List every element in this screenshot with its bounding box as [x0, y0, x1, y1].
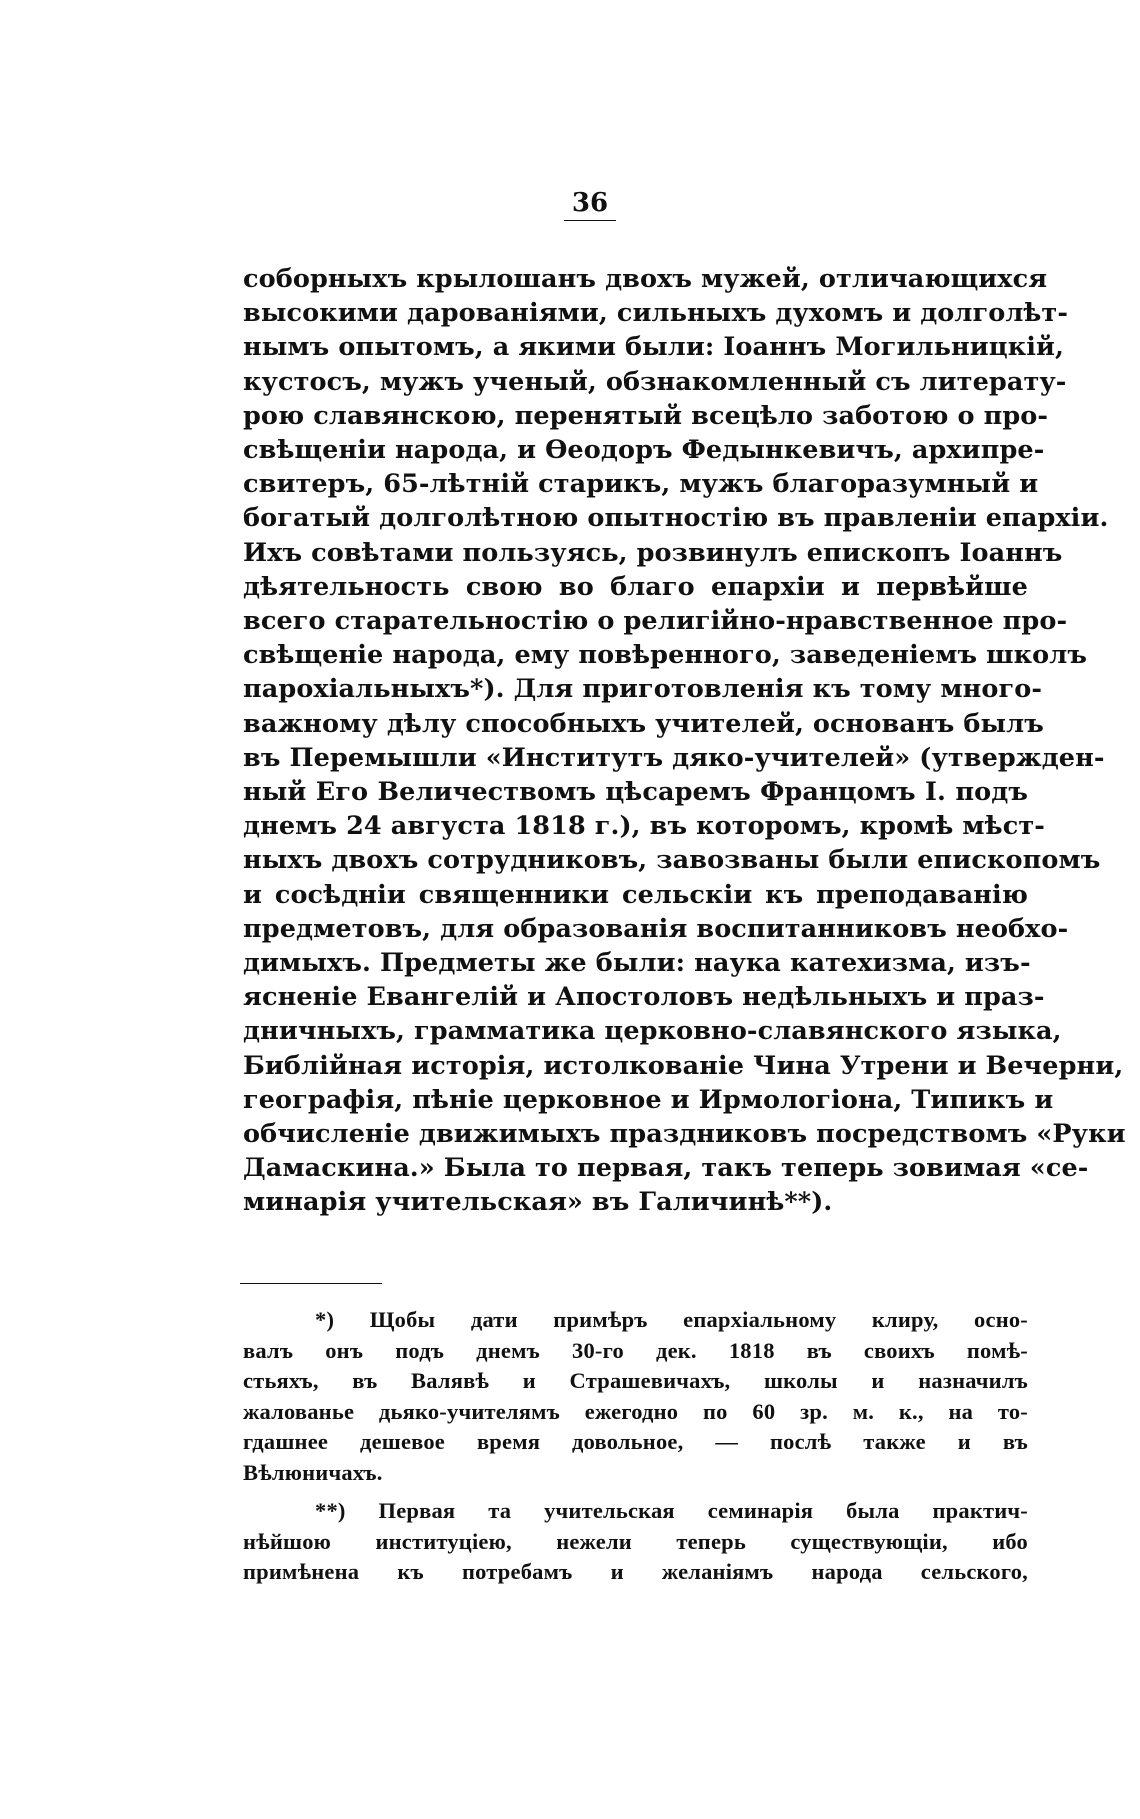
- text-line: ясненіе Евангелій и Апостоловъ недѣльныхъ и праз-: [243, 982, 1045, 1013]
- text-line: Дамаскина.» Была то первая, такъ теперь зовимая «се-: [243, 1153, 1089, 1184]
- footnote-line: *) Щобы дати примѣръ епархіальному клиру, осно-: [315, 1307, 1028, 1332]
- footnote-line: Вѣлюничахъ.: [243, 1459, 383, 1485]
- footnote-separator: [240, 1283, 382, 1284]
- footnote-line: жалованье дьяко-учителямъ ежегодно по 60 зр. м. к., на то-: [243, 1398, 1028, 1424]
- page-number: [0, 188, 1140, 221]
- footnote-2: [243, 1496, 1028, 1588]
- text-line: Ихъ совѣтами пользуясь, розвинулъ епископъ Іоаннъ: [243, 537, 1063, 568]
- main-text-block: [243, 262, 1126, 1220]
- text-line: Библійная исторія, истолкованіе Чина Утрени и Вечерни,: [243, 1050, 1124, 1081]
- text-line: дничныхъ, грамматика церковно-славянского языка,: [243, 1016, 1062, 1047]
- footnote-line: примѣнена къ потребамъ и желаніямъ народа сельского,: [243, 1559, 1028, 1584]
- text-line: предметовъ, для образованія воспитанниковъ необхо-: [243, 913, 1069, 944]
- text-line: нымъ опытомъ, а якими были: Іоаннъ Могильницкій,: [243, 332, 1064, 363]
- text-line: минарія учительская» въ Галичинѣ**).: [243, 1187, 833, 1218]
- text-line: высокими дарованіями, сильныхъ духомъ и долголѣт-: [243, 298, 1069, 329]
- text-line: кустосъ, мужъ ученый, обзнакомленный съ литерату-: [243, 366, 1067, 397]
- footnote-line: стьяхъ, въ Валявѣ и Страшевичахъ, школы и назначилъ: [243, 1368, 1028, 1393]
- text-line: географія, пѣніе церковное и Ирмологіона, Типикъ и: [243, 1084, 1054, 1115]
- text-line: димыхъ. Предметы же были: наука катехизма, изъ-: [243, 948, 1031, 979]
- text-line: днемъ 24 августа 1818 г.), въ которомъ, кромѣ мѣст-: [243, 811, 1045, 842]
- footnote-line: валъ онъ подъ днемъ 30-го дек. 1818 въ своихъ помѣ-: [243, 1337, 1028, 1363]
- text-line: свитеръ, 65-лѣтній старикъ, мужъ благоразумный и: [243, 469, 1039, 500]
- text-line: обчисленіе движимыхъ праздниковъ посредствомъ «Руки: [243, 1119, 1126, 1150]
- footnote-line: гдашнее дешевое время довольное, — послѣ также и въ: [243, 1429, 1028, 1454]
- text-line: парохіальныхъ*). Для приготовленія къ тому много-: [243, 674, 1043, 705]
- text-line: свѣщеніи народа, и Ѳеодоръ Федынкевичъ, архипре-: [243, 435, 1045, 466]
- footnote-gap: [243, 1488, 1028, 1496]
- text-line: ныхъ двохъ сотрудниковъ, завозваны были епископомъ: [243, 845, 1101, 876]
- footnote-line: **) Первая та учительская семинарія была практич-: [315, 1498, 1028, 1523]
- footnotes-block: [243, 1305, 1028, 1588]
- footnote-line: нѣйшою институціею, нежели теперь существующіи, ибо: [243, 1528, 1028, 1554]
- text-line: въ Перемышли «Институтъ дяко-учителей» (утвержден-: [243, 742, 1105, 773]
- text-line: богатый долголѣтною опытностію въ правленіи епархіи.: [243, 503, 1109, 534]
- text-line: свѣщеніе народа, ему повѣренного, заведеніемъ школъ: [243, 640, 1088, 671]
- text-line: всего старательностію о религійно-нравственное про-: [243, 606, 1068, 637]
- footnote-1: [243, 1305, 1028, 1488]
- text-line: и сосѣдніи священники сельскіи къ преподаванію: [243, 879, 1028, 910]
- page-number-text: 36: [564, 188, 616, 221]
- text-line: ный Его Величествомъ цѣсаремъ Францомъ І. подъ: [243, 777, 1028, 808]
- text-line: важному дѣлу способныхъ учителей, основанъ былъ: [243, 708, 1044, 739]
- text-line: соборныхъ крылошанъ двохъ мужей, отличающихся: [243, 264, 1048, 294]
- text-line: дѣятельность свою во благо епархіи и первѣйше: [243, 571, 1028, 602]
- text-line: рою славянскою, перенятый всецѣло заботою о про-: [243, 400, 1049, 431]
